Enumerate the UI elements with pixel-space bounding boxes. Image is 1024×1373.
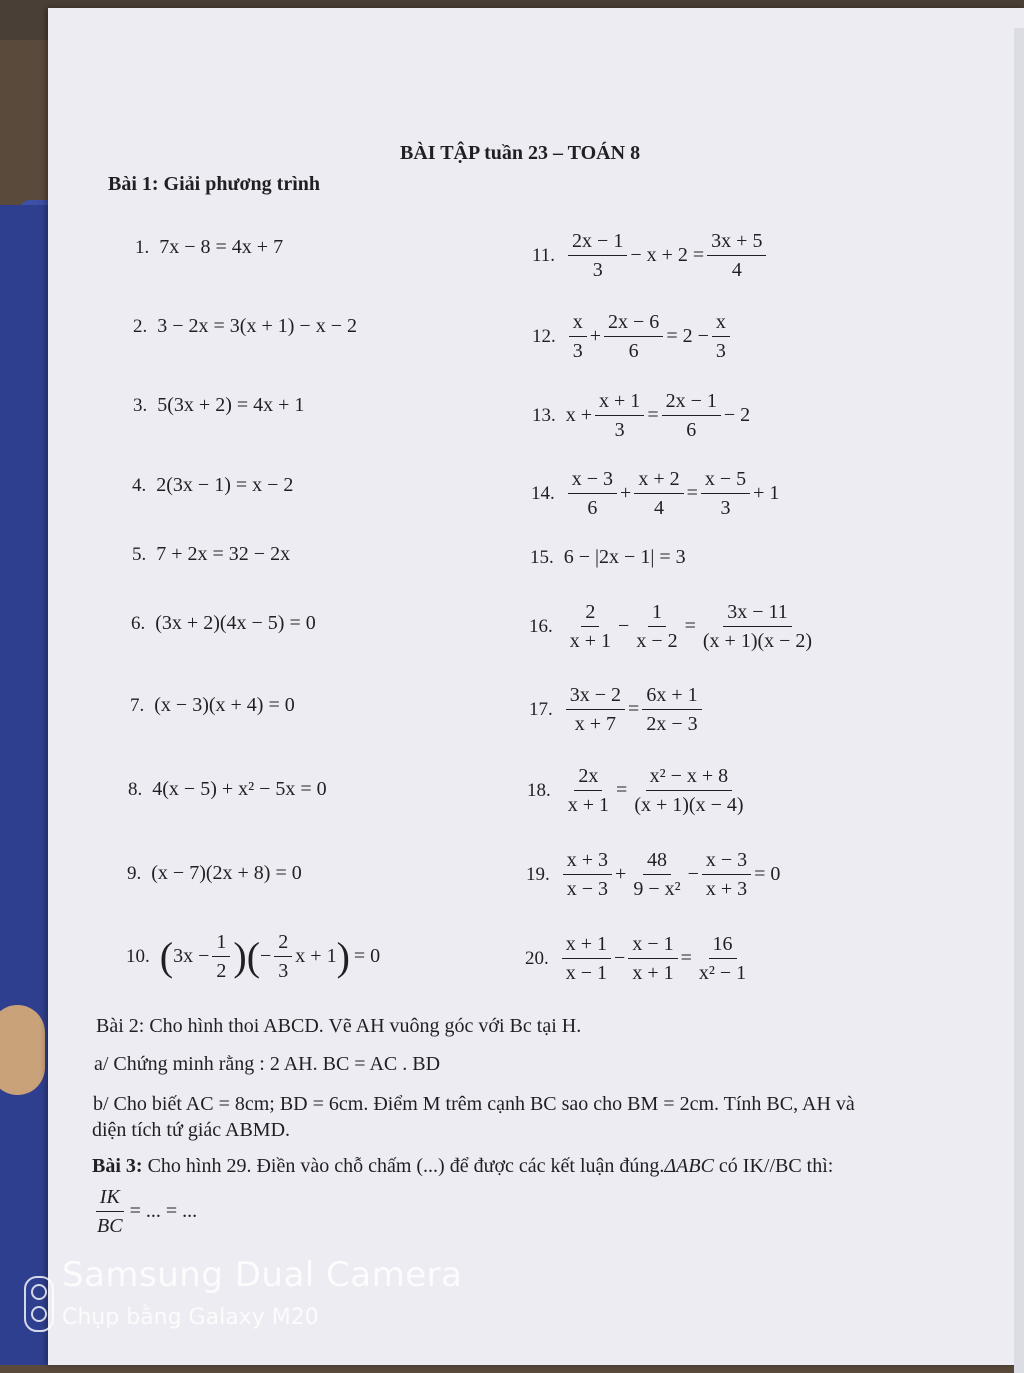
equation-text: 4(x − 5) + x² − 5x = 0 xyxy=(152,778,327,800)
denominator: x + 1 xyxy=(632,962,674,984)
denominator: x² − 1 xyxy=(698,962,747,984)
equation-text: 6 − |2x − 1| = 3 xyxy=(563,546,686,568)
equation-14 xyxy=(531,467,779,520)
fraction xyxy=(707,229,766,282)
equation-16 xyxy=(529,600,819,653)
fraction xyxy=(212,930,230,983)
equation-number: 10. xyxy=(126,945,150,967)
bai3-text xyxy=(92,1155,833,1178)
numerator: 16 xyxy=(709,932,737,959)
fraction xyxy=(563,848,612,901)
fraction xyxy=(274,930,292,983)
bai3-blanks: = ... = ... xyxy=(129,1200,198,1222)
denominator: x + 3 xyxy=(705,878,748,900)
equation-12 xyxy=(532,310,733,363)
numerator: 6x + 1 xyxy=(642,683,701,710)
fraction xyxy=(630,764,747,817)
numerator: 3x + 5 xyxy=(707,229,766,256)
equation-3 xyxy=(133,394,304,417)
equation-number: 14. xyxy=(531,482,555,504)
denominator: (x + 1)(x − 4) xyxy=(634,794,744,816)
equation-text: 5(3x + 2) = 4x + 1 xyxy=(157,394,305,416)
fraction xyxy=(564,764,613,817)
equation-2 xyxy=(133,315,357,338)
equation-number: 13. xyxy=(532,404,556,426)
equation-number: 11. xyxy=(532,244,556,266)
watermark-line2: Chụp bằng Galaxy M20 xyxy=(62,1305,319,1330)
bai3-tail: có IK//BC thì: xyxy=(713,1155,834,1177)
numerator: x + 2 xyxy=(634,467,683,494)
fraction xyxy=(701,467,750,520)
fraction xyxy=(712,310,730,363)
equation-9 xyxy=(127,862,302,885)
bai2-intro: Bài 2: Cho hình thoi ABCD. Vẽ AH vuông góc với Bc tại H. xyxy=(96,1015,582,1037)
equation-term: 3x − xyxy=(173,945,210,967)
fraction xyxy=(562,932,611,985)
equation-8 xyxy=(128,778,327,801)
equation-number: 3. xyxy=(133,394,148,416)
equation-11 xyxy=(532,229,769,282)
fraction xyxy=(628,932,677,985)
equation-19 xyxy=(526,848,780,901)
numerator: 2x − 6 xyxy=(604,310,663,337)
equation-4 xyxy=(132,474,293,497)
fraction xyxy=(566,600,615,653)
paren-close: ) xyxy=(336,934,350,979)
bai3-ratio xyxy=(90,1185,197,1238)
denominator: BC xyxy=(97,1215,123,1237)
denominator: x − 1 xyxy=(565,962,608,984)
numerator: 2 xyxy=(274,930,292,957)
equation-10 xyxy=(126,930,380,983)
equation-text: 7 + 2x = 32 − 2x xyxy=(156,543,291,565)
denominator: 3 xyxy=(614,419,625,441)
equation-6 xyxy=(131,612,316,635)
numerator: 1 xyxy=(648,600,666,627)
fraction xyxy=(634,467,683,520)
numerator: 3x − 2 xyxy=(566,683,625,710)
denominator: 3 xyxy=(592,259,603,281)
equation-term: = xyxy=(647,404,659,426)
equation-term: − x + 2 = xyxy=(630,244,705,266)
equation-term: + xyxy=(615,863,627,885)
equation-text: 7x − 8 = 4x + 7 xyxy=(159,236,284,258)
equation-number: 18. xyxy=(527,779,551,801)
denominator: 3 xyxy=(572,340,583,362)
fraction xyxy=(568,229,627,282)
bai1-heading: Bài 1: Giải phương trình xyxy=(108,173,321,195)
denominator: 2x − 3 xyxy=(646,713,698,735)
numerator: 2x − 1 xyxy=(662,389,721,416)
fraction xyxy=(604,310,663,363)
equation-text: (x − 7)(2x + 8) = 0 xyxy=(151,862,302,884)
equation-1 xyxy=(135,236,283,259)
bai2-part-b-line1: b/ Cho biết AC = 8cm; BD = 6cm. Điểm M trêm cạnh BC sao cho BM = 2cm. Tính BC, AH và xyxy=(93,1093,855,1115)
equation-term: = 0 xyxy=(754,863,781,885)
equation-17 xyxy=(529,683,705,736)
fraction xyxy=(93,1185,127,1238)
numerator: 2x − 1 xyxy=(568,229,627,256)
denominator: 6 xyxy=(628,340,639,362)
bai2-part-a: a/ Chứng minh rằng : 2 AH. BC = AC . BD xyxy=(94,1053,441,1075)
denominator: x − 2 xyxy=(636,630,678,652)
bai3-body: Cho hình 29. Điền vào chỗ chấm (...) để được các kết luận đúng. xyxy=(142,1155,665,1177)
equation-term: = 0 xyxy=(353,945,381,967)
equation-text: (x − 3)(x + 4) = 0 xyxy=(154,694,295,716)
equation-term: + xyxy=(589,325,602,347)
equation-20 xyxy=(525,932,753,985)
denominator: 9 − x² xyxy=(633,878,681,900)
denominator: 4 xyxy=(653,497,664,519)
fraction xyxy=(595,389,644,442)
fraction xyxy=(699,600,816,653)
denominator: 3 xyxy=(715,340,726,362)
equation-term: − xyxy=(687,863,699,885)
equation-term: x + 1 xyxy=(295,945,337,967)
equation-number: 6. xyxy=(131,612,146,634)
watermark-line1: Samsung Dual Camera xyxy=(62,1255,463,1295)
equation-term: − xyxy=(614,947,626,969)
numerator: x − 3 xyxy=(702,848,751,875)
equation-text: (3x + 2)(4x − 5) = 0 xyxy=(155,612,316,634)
numerator: 48 xyxy=(643,848,671,875)
equation-term: = xyxy=(686,482,698,504)
numerator: x + 3 xyxy=(563,848,612,875)
equation-term: + 1 xyxy=(753,482,780,504)
equation-number: 16. xyxy=(529,615,553,637)
fraction xyxy=(629,848,684,901)
equation-number: 20. xyxy=(525,947,549,969)
fraction xyxy=(695,932,750,985)
numerator: x − 1 xyxy=(628,932,677,959)
numerator: 2x xyxy=(574,764,602,791)
dual-camera-icon xyxy=(24,1276,54,1332)
denominator: x − 3 xyxy=(566,878,609,900)
numerator: x + 1 xyxy=(595,389,644,416)
equation-term: = xyxy=(628,698,640,720)
fraction xyxy=(632,600,681,653)
numerator: x² − x + 8 xyxy=(646,764,733,791)
denominator: x + 7 xyxy=(574,713,617,735)
equation-5 xyxy=(132,543,290,566)
equation-term: − 2 xyxy=(723,404,751,426)
equation-term: = 2 − xyxy=(666,325,709,347)
equation-term: + xyxy=(620,482,632,504)
lens-icon xyxy=(31,1306,47,1322)
equation-18 xyxy=(527,764,751,817)
numerator: x + 1 xyxy=(562,932,611,959)
numerator: 3x − 11 xyxy=(723,600,792,627)
denominator: (x + 1)(x − 2) xyxy=(702,630,813,652)
numerator: x − 3 xyxy=(568,467,617,494)
denominator: x + 1 xyxy=(569,630,612,652)
equation-number: 7. xyxy=(130,694,145,716)
equation-number: 12. xyxy=(532,325,556,347)
equation-number: 5. xyxy=(132,543,147,565)
equation-number: 15. xyxy=(530,546,554,568)
equation-13 xyxy=(532,389,750,442)
denominator: 6 xyxy=(686,419,697,441)
equation-number: 8. xyxy=(128,778,143,800)
equation-number: 2. xyxy=(133,315,148,337)
numerator: x xyxy=(712,310,730,337)
equation-term: − xyxy=(618,615,630,637)
bai2-part-b-line2: diện tích tứ giác ABMD. xyxy=(92,1119,291,1141)
paren-open: ( xyxy=(159,934,174,979)
equation-7 xyxy=(130,694,295,717)
equation-term: = xyxy=(684,615,696,637)
equation-number: 17. xyxy=(529,698,553,720)
equation-number: 4. xyxy=(132,474,147,496)
bai3-label: Bài 3: xyxy=(92,1155,143,1177)
equation-text: 2(3x − 1) = x − 2 xyxy=(156,474,294,496)
denominator: 3 xyxy=(278,960,289,982)
equation-15 xyxy=(530,546,686,569)
finger xyxy=(0,1005,45,1095)
numerator: IK xyxy=(96,1185,124,1212)
denominator: 4 xyxy=(731,259,742,281)
fraction xyxy=(569,310,587,363)
equation-text: 3 − 2x = 3(x + 1) − x − 2 xyxy=(157,315,357,337)
denominator: x + 1 xyxy=(567,794,610,816)
equation-term: = xyxy=(616,779,628,801)
fraction xyxy=(702,848,751,901)
fraction xyxy=(662,389,721,442)
fraction xyxy=(566,683,625,736)
numerator: 1 xyxy=(212,930,230,957)
numerator: 2 xyxy=(581,600,599,627)
fraction xyxy=(642,683,701,736)
equation-term: − xyxy=(260,945,272,967)
numerator: x xyxy=(569,310,587,337)
fraction xyxy=(568,467,617,520)
equation-number: 1. xyxy=(135,236,150,258)
denominator: 6 xyxy=(587,497,598,519)
paren-close: ) xyxy=(233,934,247,979)
lens-icon xyxy=(31,1284,47,1300)
equation-number: 9. xyxy=(127,862,142,884)
page-title: BÀI TẬP tuần 23 – TOÁN 8 xyxy=(400,142,641,164)
equation-term: x + xyxy=(565,404,593,426)
equation-term: = xyxy=(680,947,692,969)
numerator: x − 5 xyxy=(701,467,750,494)
paren-open: ( xyxy=(246,934,261,979)
denominator: 2 xyxy=(216,960,227,982)
bai3-triangle: ΔABC xyxy=(664,1155,714,1177)
denominator: 3 xyxy=(720,497,731,519)
equation-number: 19. xyxy=(526,863,550,885)
paper-fold xyxy=(1014,28,1024,1373)
